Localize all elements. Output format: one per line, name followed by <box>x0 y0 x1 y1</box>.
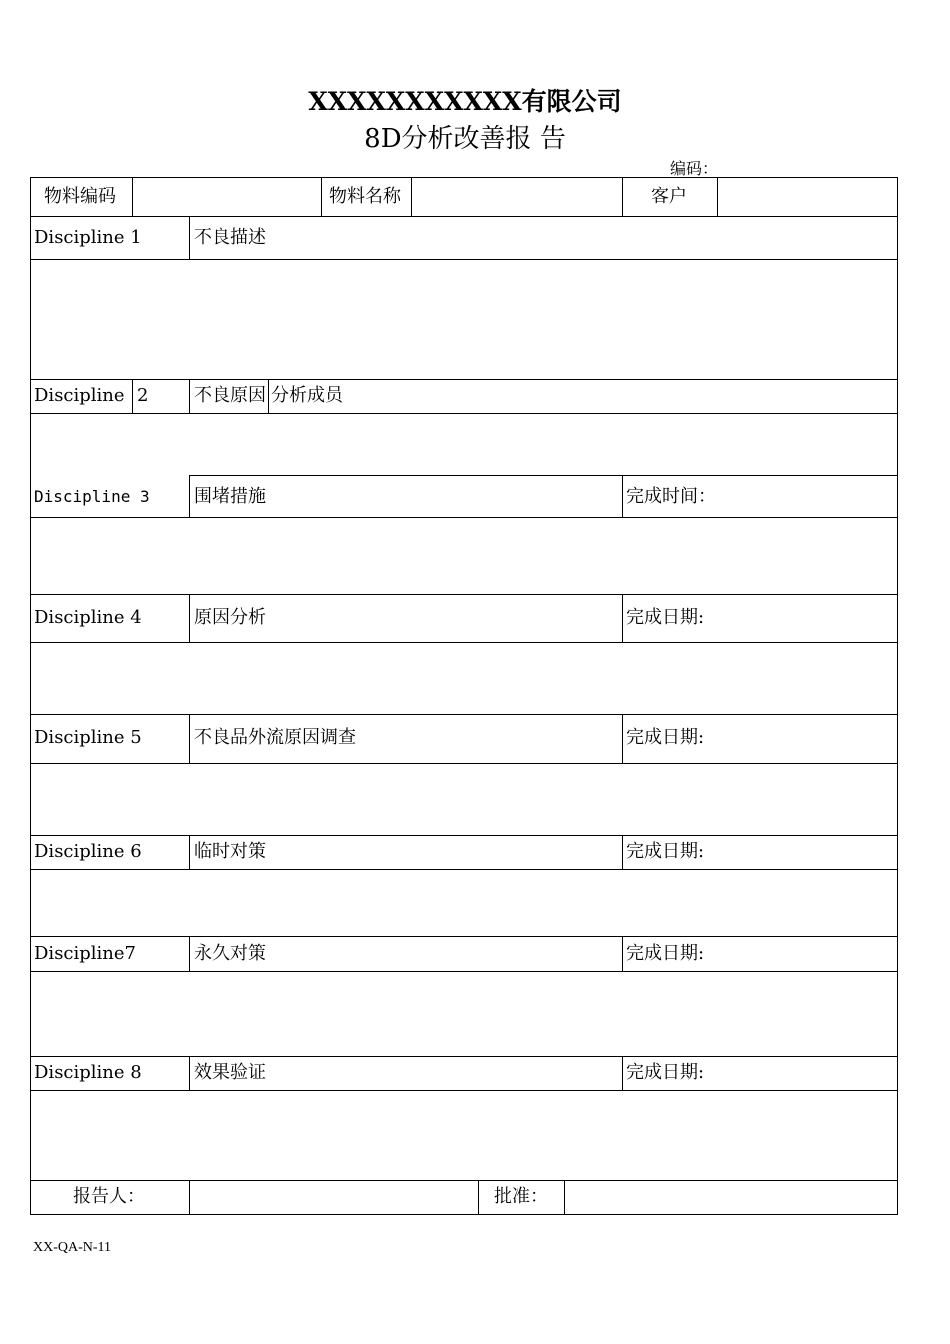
d6-label: Discipline 6 <box>34 841 142 862</box>
reporter-label: 报告人： <box>73 1186 145 1207</box>
customer-label: 客户 <box>651 186 687 207</box>
d6-title: 临时对策 <box>194 841 266 862</box>
d8-label: Discipline 8 <box>34 1062 142 1083</box>
d1-label: Discipline 1 <box>34 227 142 248</box>
approve-label: 批准： <box>494 1186 548 1207</box>
d4-title: 原因分析 <box>194 607 266 628</box>
report-form <box>30 177 898 1215</box>
d7-date-label: 完成日期: <box>626 943 705 964</box>
report-title: 8D分析改善报 告 <box>364 124 566 154</box>
d5-date-label: 完成日期: <box>626 727 705 748</box>
company-name: XXXXXXXXXXX有限公司 <box>308 87 622 116</box>
d3-label: Discipline 3 <box>34 487 150 506</box>
d5-label: Discipline 5 <box>34 727 142 748</box>
d8-title: 效果验证 <box>194 1062 266 1083</box>
material-code-label: 物料编码 <box>44 186 116 207</box>
d3-date-label: 完成时间： <box>626 486 716 507</box>
code-label: 编码： <box>670 159 719 178</box>
d8-date-label: 完成日期: <box>626 1062 705 1083</box>
d4-date-label: 完成日期: <box>626 607 705 628</box>
d2-members-label: 分析成员 <box>271 385 343 406</box>
d2-number: 2 <box>137 385 149 406</box>
d2-title: 不良原因 <box>194 385 266 406</box>
document-code: XX-QA-N-11 <box>33 1240 112 1255</box>
d1-title: 不良描述 <box>194 227 266 248</box>
d4-label: Discipline 4 <box>34 607 142 628</box>
d2-label: Discipline <box>34 385 125 406</box>
d5-title: 不良品外流原因调查 <box>194 727 356 748</box>
material-name-label: 物料名称 <box>329 186 401 207</box>
d7-label: Discipline7 <box>34 943 136 964</box>
d7-title: 永久对策 <box>194 943 266 964</box>
d3-title: 围堵措施 <box>194 486 266 507</box>
d6-date-label: 完成日期: <box>626 841 705 862</box>
